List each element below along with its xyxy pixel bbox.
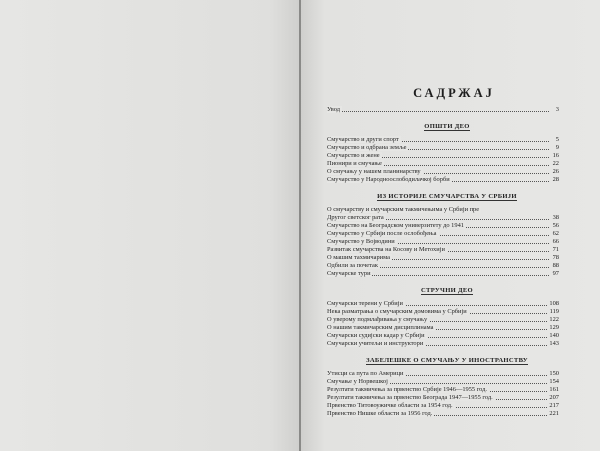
toc-entry: [327, 160, 559, 168]
toc-entry-page: 28: [552, 176, 559, 183]
toc-entry-label: Смучарство у Народноослободилачкој борби: [327, 176, 450, 183]
toc-entry-label: О смучарству и смучарским такмичењима у Србији пре: [327, 206, 480, 213]
toc-entry-label: Одбили за почетак: [327, 262, 378, 269]
toc-entry: [327, 246, 559, 254]
toc-entry-label: Смучарски учитељи и инструктори: [327, 340, 424, 347]
section-heading: [335, 357, 559, 365]
toc-entry-page: 88: [552, 262, 559, 269]
toc-entry-page: 66: [552, 238, 559, 245]
toc-entry-page: 78: [552, 254, 559, 261]
toc-entry: [327, 144, 559, 152]
toc-entry-page: 129: [549, 324, 559, 331]
toc-entry-page: 154: [549, 378, 559, 385]
toc-entry: [327, 214, 559, 222]
toc-entry-page: 221: [549, 410, 559, 417]
toc-entry: [327, 176, 559, 184]
toc-entry-page: 143: [549, 340, 559, 347]
toc-entry-label: Резултати такмичења за првенство Србије 1946—1955 год.: [327, 386, 488, 393]
toc-entry-label: Смучарство и жене: [327, 152, 380, 159]
toc-entry-label: Другог светског рата: [327, 214, 384, 221]
toc-entry: [327, 206, 559, 214]
toc-entry-page: 22: [552, 160, 559, 167]
toc-entry: [327, 386, 559, 394]
toc-entry-label: Пионири и смучање: [327, 160, 382, 167]
toc-entry: [327, 300, 559, 308]
toc-entry-label: Смучарство и одбрана земље: [327, 144, 407, 151]
toc-entry-label: Смучарство у Србији после ослобођења: [327, 230, 437, 237]
toc-entry-label: Смучарски терени у Србији: [327, 300, 403, 307]
section-heading-text: ИЗ ИСТОРИЈЕ СМУЧАРСТВА У СРБИЈИ: [377, 193, 517, 200]
section-heading: [335, 193, 559, 201]
toc-entry-page: 119: [549, 308, 559, 315]
toc-entry: [327, 402, 559, 410]
toc-entry-label: Смучање у Норвешкој: [327, 378, 388, 385]
toc-entry-page: 122: [549, 316, 559, 323]
section-heading-text: ОПШТИ ДЕО: [424, 123, 470, 130]
toc-entry: [327, 378, 559, 386]
toc-entry-page: 56: [552, 222, 559, 229]
toc-entry-page: 71: [552, 246, 559, 253]
section-heading: [335, 123, 559, 131]
toc-entry-page: 207: [549, 394, 559, 401]
toc-entry-label: Резултати такмичења за првенство Београда 1947—1955 год.: [327, 394, 493, 401]
toc-entry: [327, 332, 559, 340]
toc-entry: [327, 410, 559, 418]
toc-entry: [327, 394, 559, 402]
toc-entry-label: Смучарски судијски кадар у Србији: [327, 332, 425, 339]
toc-entry: [327, 324, 559, 332]
toc-entry-label: Смучарство у Војводини: [327, 238, 395, 245]
toc-entry: [327, 340, 559, 348]
leader-dots: [327, 111, 549, 112]
toc-entry: [327, 238, 559, 246]
toc-entry-label: Смучарске тури: [327, 270, 371, 277]
toc-entry: [327, 230, 559, 238]
toc-entry-page: 217: [549, 402, 559, 409]
toc-entry-label: Смучарство на Београдском универзитету до 1941: [327, 222, 464, 229]
toc-entry-page: 38: [552, 214, 559, 221]
toc-entry: [327, 152, 559, 160]
toc-entry: [327, 308, 559, 316]
toc-entry-page: 62: [552, 230, 559, 237]
toc-entry-page: 140: [549, 332, 559, 339]
toc-entry-label: Нека разматрања о смучарским домовима у Србији: [327, 308, 467, 315]
toc-entry-label: О смучању у нашем планинарству: [327, 168, 421, 175]
toc-entry: [327, 168, 559, 176]
toc-entry-label: О уверому подмлађивања у смучању: [327, 316, 428, 323]
toc-entry-page: 9: [555, 144, 559, 151]
toc-entry-page: 97: [552, 270, 559, 277]
toc-entry-page: 161: [549, 386, 559, 393]
toc-entry-intro: [327, 106, 559, 114]
section-heading-text: ЗАБЕЛЕШКЕ О СМУЧАЊУ У ИНОСТРАНСТВУ: [366, 357, 528, 364]
toc-title: САДРЖАЈ: [413, 86, 495, 100]
toc-entry-label: Смучарство и други спорт: [327, 136, 399, 143]
toc-entry-label: Развитак смучарства на Косову и Метохији: [327, 246, 445, 253]
toc-entry-label: Првенство Нишке области за 1956 год.: [327, 410, 433, 417]
toc-entry-label: Првенство Титовоужичке области за 1954 год.: [327, 402, 453, 409]
toc-entry-label: Увод: [327, 106, 341, 113]
toc-entry-page: 16: [552, 152, 559, 159]
toc-entry: [327, 136, 559, 144]
toc-entry: [327, 270, 559, 278]
toc-entry-page: 26: [552, 168, 559, 175]
toc-entry: [327, 370, 559, 378]
table-of-contents: [327, 86, 559, 418]
section-heading: [335, 287, 559, 295]
toc-entry-page: 108: [549, 300, 559, 307]
section-heading-text: СТРУЧНИ ДЕО: [421, 287, 473, 294]
toc-entry: [327, 262, 559, 270]
toc-entry-label: О нашим такмичарским дисциплинама: [327, 324, 434, 331]
toc-entry-label: О машим тахмичарима: [327, 254, 390, 261]
toc-entry-page: 5: [555, 136, 559, 143]
toc-entry-label: Утисци са пута по Америци: [327, 370, 404, 377]
toc-entry: [327, 254, 559, 262]
toc-entry: [327, 222, 559, 230]
toc-entry-page: 150: [549, 370, 559, 377]
toc-entry: [327, 316, 559, 324]
toc-entry-page: 3: [555, 106, 559, 113]
